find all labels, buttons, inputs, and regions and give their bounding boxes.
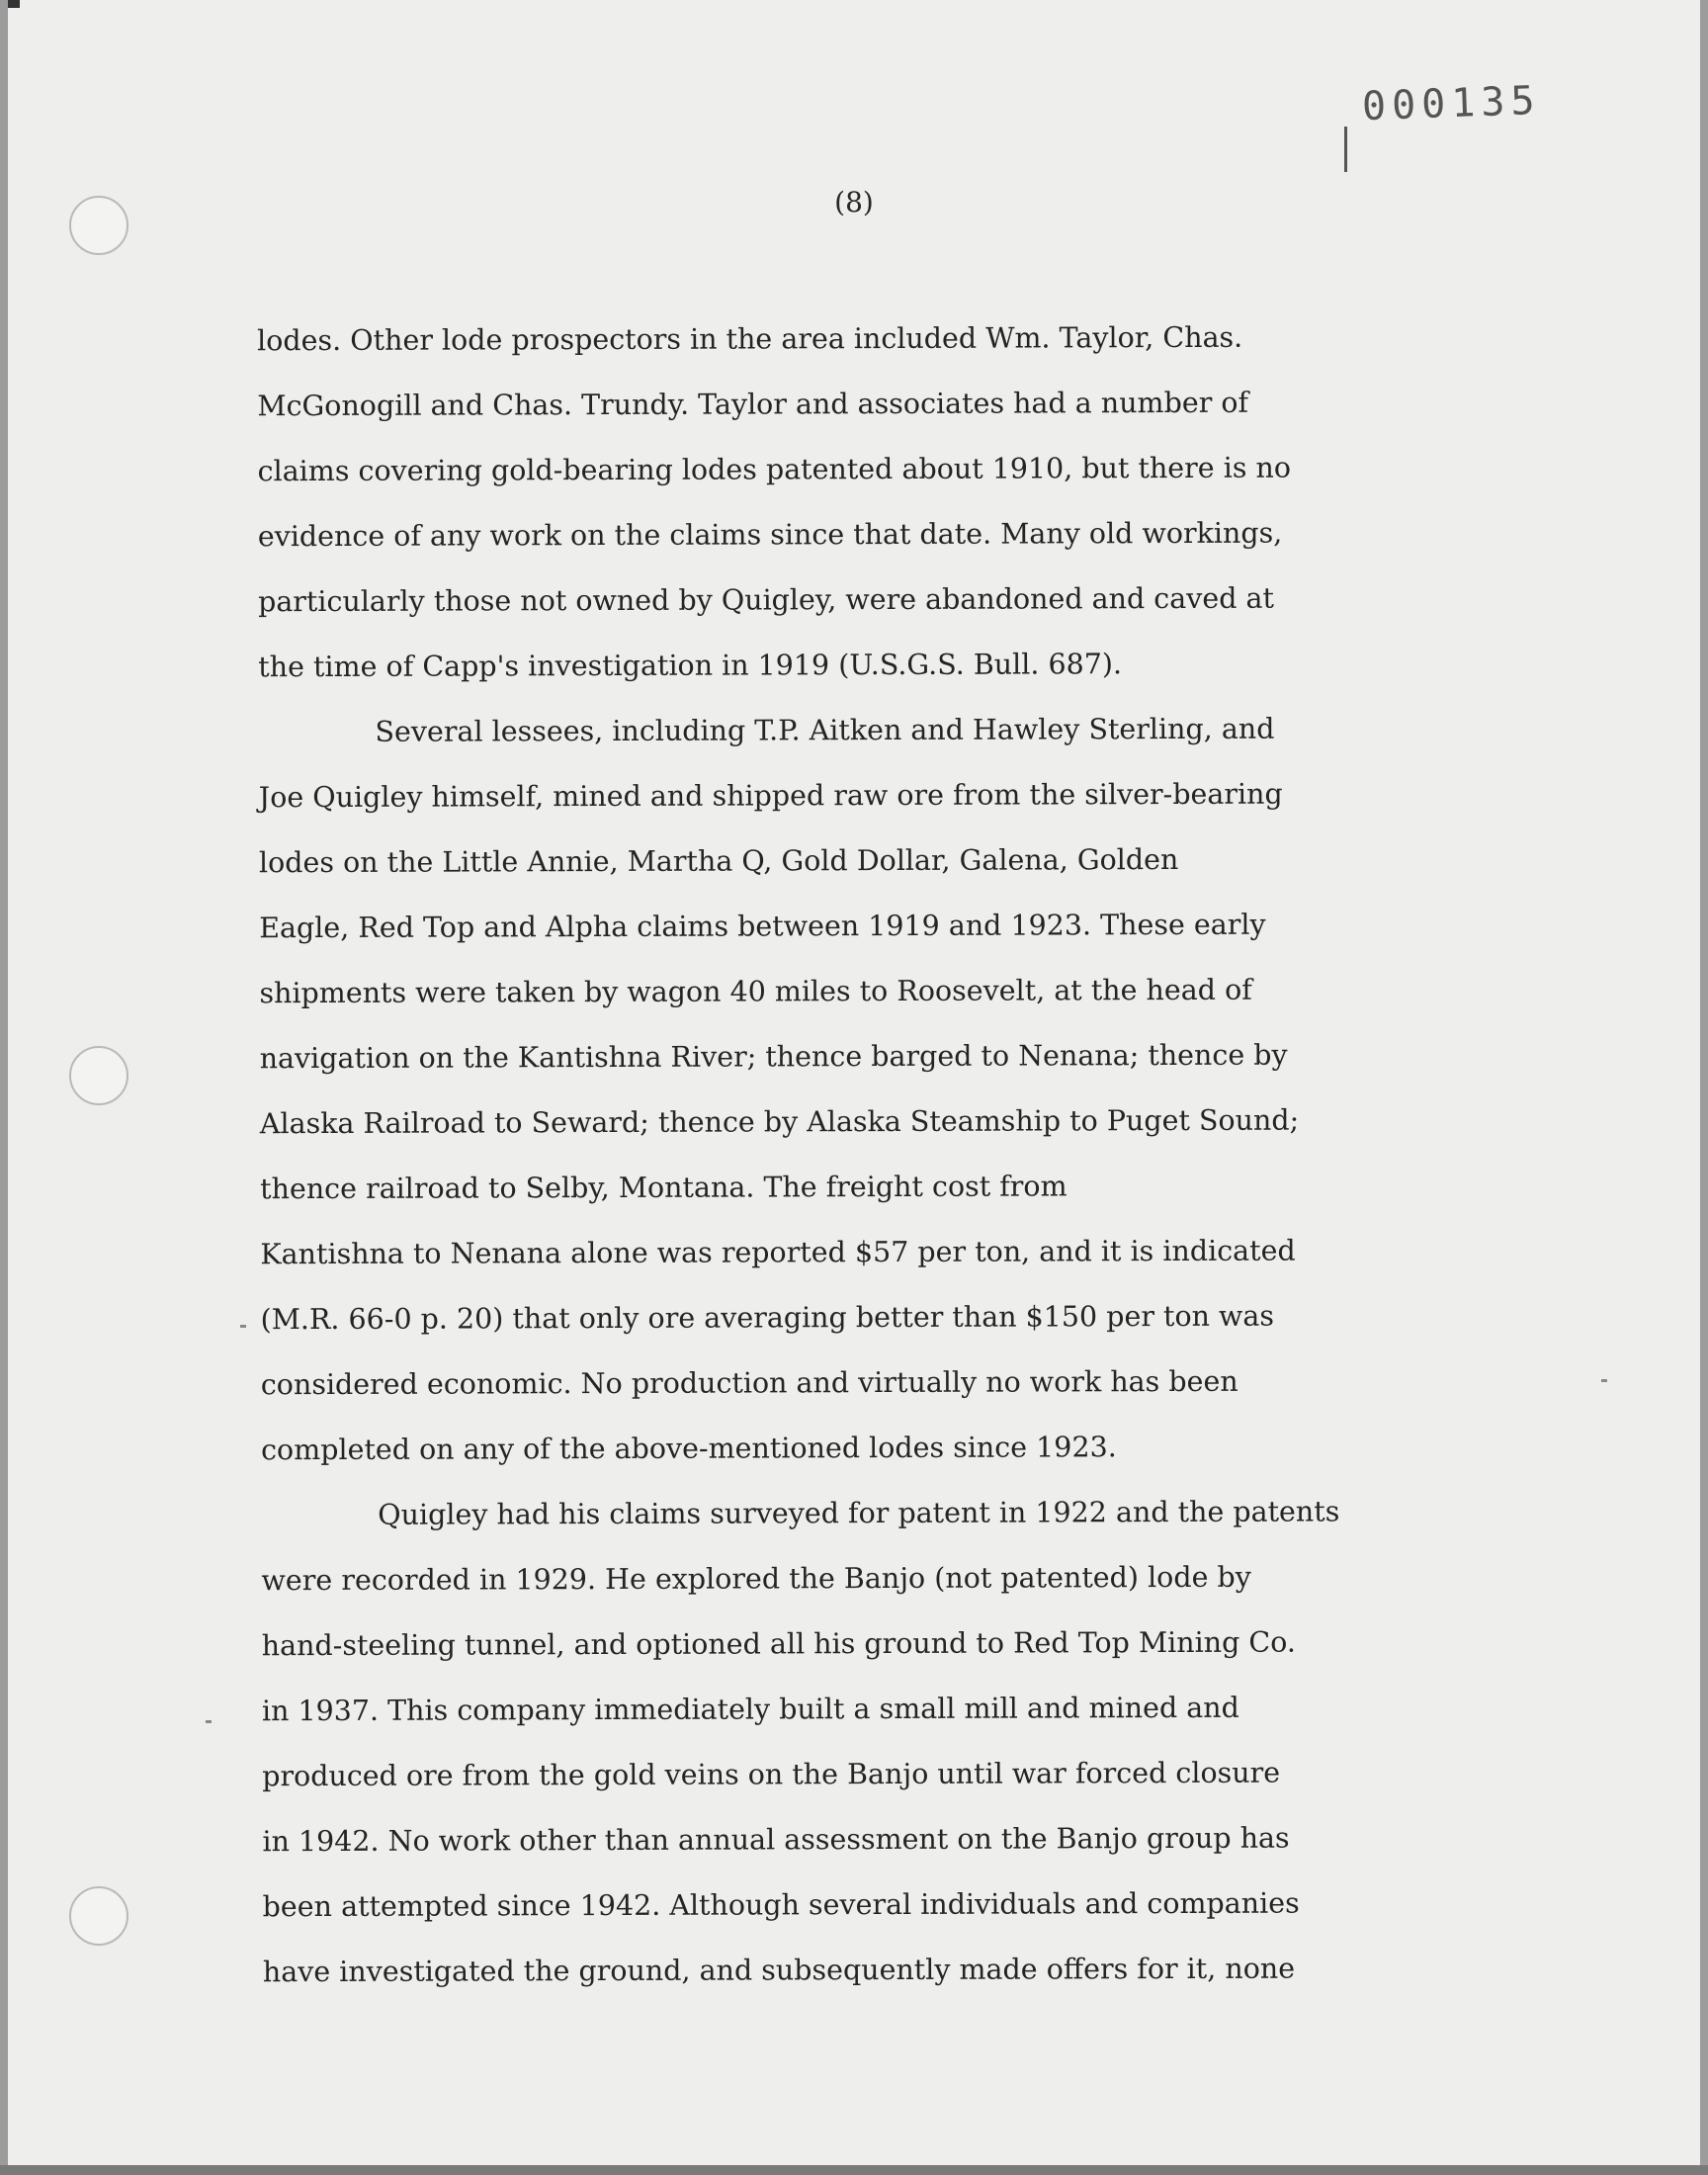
text-line: were recorded in 1929. He explored the Banjo (not patented) lode by: [261, 1560, 1251, 1598]
scan-speck: [240, 1325, 246, 1328]
text-line: been attempted since 1942. Although several individuals and companies: [262, 1886, 1300, 1924]
bates-tick-mark: [1344, 127, 1347, 172]
punch-hole-middle: [69, 1046, 128, 1105]
scan-speck: [206, 1720, 212, 1723]
scan-corner-mark: [8, 0, 20, 8]
text-line: evidence of any work on the claims since that date. Many old workings,: [257, 516, 1283, 554]
bates-number: 000135: [1361, 77, 1542, 130]
text-line: McGonogill and Chas. Trundy. Taylor and associates had a number of: [257, 386, 1249, 423]
text-line: Eagle, Red Top and Alpha claims between 1919 and 1923. These early: [259, 908, 1266, 945]
scan-speck: [1601, 1379, 1607, 1382]
text-line: hand-steeling tunnel, and optioned all his ground to Red Top Mining Co.: [261, 1625, 1296, 1663]
text-line: Joe Quigley himself, mined and shipped raw ore from the silver-bearing: [258, 777, 1283, 815]
scanned-page: [8, 0, 1700, 2165]
text-line: Several lessees, including T.P. Aitken and Hawley Sterling, and: [375, 712, 1275, 748]
text-line: in 1942. No work other than annual assessment on the Banjo group has: [262, 1821, 1290, 1859]
text-line: thence railroad to Selby, Montana. The freight cost from: [260, 1170, 1068, 1206]
body-text: [257, 304, 1518, 2005]
text-line: shipments were taken by wagon 40 miles to Roosevelt, at the head of: [259, 973, 1252, 1010]
text-line: have investigated the ground, and subsequently made offers for it, none: [262, 1952, 1296, 1989]
text-line: particularly those not owned by Quigley, were abandoned and caved at: [257, 581, 1275, 619]
text-line: considered economic. No production and virtually no work has been: [260, 1364, 1238, 1402]
text-line: claims covering gold-bearing lodes patented about 1910, but there is no: [257, 451, 1292, 488]
text-line: lodes on the Little Annie, Martha Q, Gold Dollar, Galena, Golden: [258, 842, 1179, 880]
punch-hole-bottom: [69, 1886, 128, 1946]
text-line: Quigley had his claims surveyed for patent in 1922 and the patents: [378, 1495, 1340, 1531]
text-line: navigation on the Kantishna River; thence barged to Nenana; thence by: [259, 1038, 1288, 1076]
text-line: Alaska Railroad to Seward; thence by Alaska Steamship to Puget Sound;: [259, 1103, 1300, 1141]
text-line: produced ore from the gold veins on the Banjo until war forced closure: [262, 1756, 1281, 1793]
text-line: in 1937. This company immediately built a small mill and mined and: [261, 1691, 1239, 1728]
text-line: lodes. Other lode prospectors in the area included Wm. Taylor, Chas.: [257, 320, 1243, 358]
text-line: Kantishna to Nenana alone was reported $57 per ton, and it is indicated: [260, 1234, 1296, 1271]
text-line: completed on any of the above-mentioned lodes since 1923.: [260, 1431, 1117, 1467]
text-line: the time of Capp's investigation in 1919 (U.S.G.S. Bull. 687).: [258, 648, 1123, 684]
scan-bottom-edge: [0, 2165, 1708, 2175]
text-line: (M.R. 66-0 p. 20) that only ore averaging better than $150 per ton was: [260, 1299, 1275, 1337]
page-number: (8): [834, 186, 874, 218]
